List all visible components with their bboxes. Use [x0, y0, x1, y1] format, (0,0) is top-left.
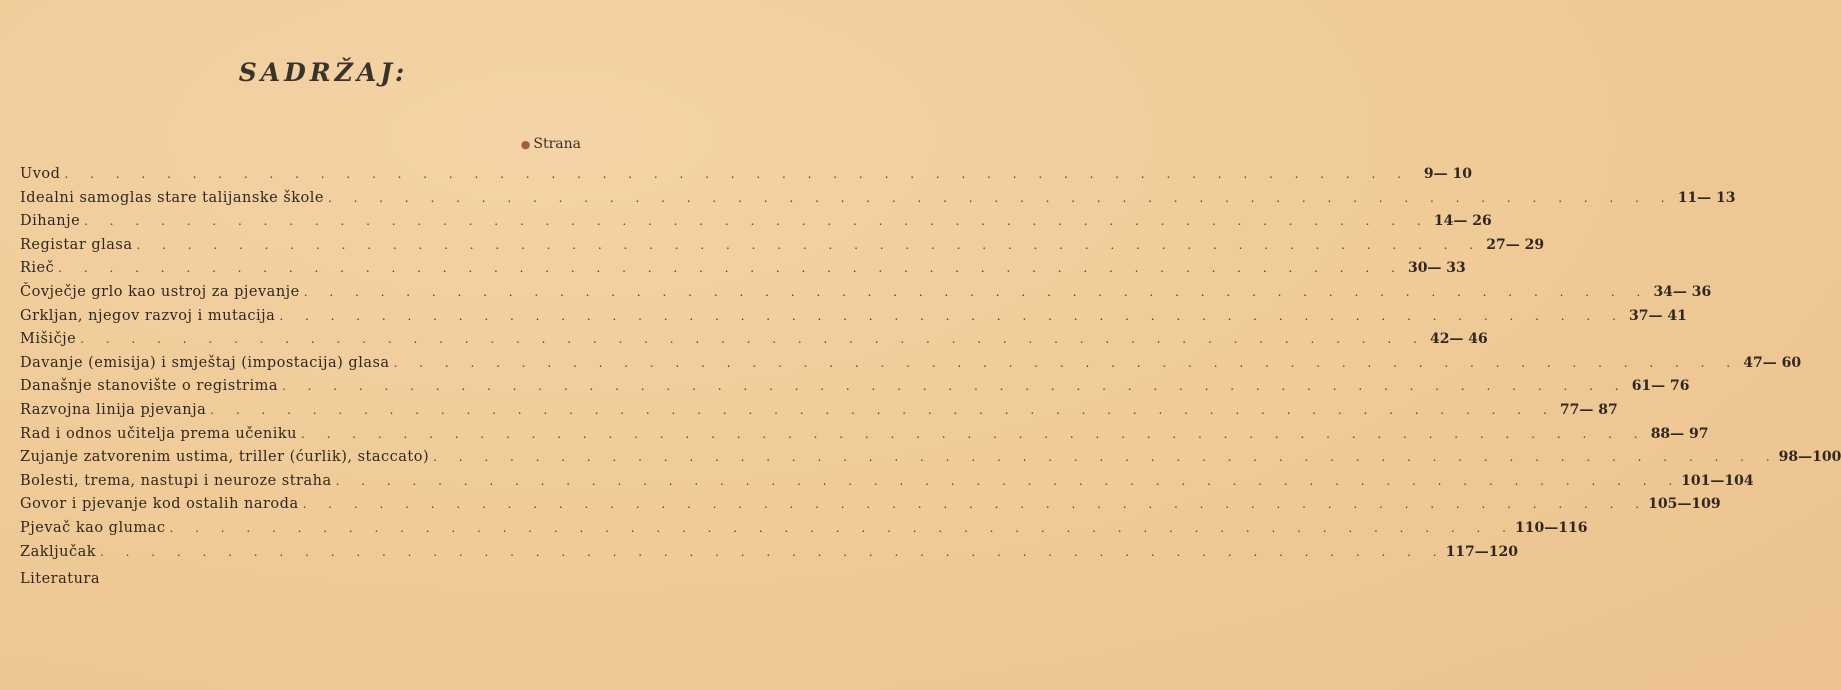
dot-leader: . . . . . . . . . . . . . . . . . . . . . . . . . . . . . . . . . . . . . . . . . . . . . . . . . . . . .: [58, 261, 1404, 276]
toc-entry-pages: 37— 41: [1629, 307, 1687, 324]
dot-leader: . . . . . . . . . . . . . . . . . . . . . . . . . . . . . . . . . . . . . . . . . . . . . . . . . . . . .: [302, 497, 1649, 512]
toc-entry-label: Bolesti, trema, nastupi i neuroze straha: [20, 472, 332, 489]
toc-entry-label: Idealni samoglas stare talijanske škole: [20, 189, 324, 206]
toc-entry-pages: 27— 29: [1486, 236, 1545, 253]
toc-entry-pages: 61— 76: [1631, 378, 1690, 395]
toc-entry-label: Rieč: [20, 260, 55, 277]
toc-entry-pages: 9— 10: [1423, 166, 1472, 182]
toc-entry-label: Davanje (emisija) i smještaj (impostacija) glasa: [20, 354, 390, 371]
dot-leader: . . . . . . . . . . . . . . . . . . . . . . . . . . . . . . . . . . . . . . . . . . . . . . . . . . . . .: [84, 214, 1430, 229]
toc-entry[interactable]: [20, 307, 1687, 332]
toc-entry-pages: 88— 97: [1650, 425, 1709, 442]
toc-entry[interactable]: [20, 425, 1709, 450]
toc-entry[interactable]: [20, 283, 1712, 308]
dot-leader: . . . . . . . . . . . . . . . . . . . . . . . . . . . . . . . . . . . . . . . . . . . . . . . . . . . . .: [301, 426, 1647, 441]
toc-entry-label: Zaključak: [20, 543, 97, 560]
toc-entry-pages: 30— 33: [1407, 260, 1466, 277]
dot-leader: . . . . . . . . . . . . . . . . . . . . . . . . . . . . . . . . . . . . . . . . . . . . . . . . . . . . .: [328, 190, 1674, 205]
dot-leader: . . . . . . . . . . . . . . . . . . . . . . . . . . . . . . . . . . . . . . . . . . . . . . . . . . . . .: [335, 473, 1682, 488]
toc-entry[interactable]: [20, 331, 1488, 355]
toc-entry[interactable]: [20, 236, 1545, 261]
toc-entry-label: Razvojna linija pjevanja: [20, 401, 207, 418]
toc-entry-label: Današnje stanovište o registrima: [20, 378, 278, 395]
toc-entry-label: Registar glasa: [20, 236, 133, 253]
toc-entry-label: Pjevač kao glumac: [20, 519, 166, 536]
table-of-contents: [20, 166, 1841, 595]
dot-leader: . . . . . . . . . . . . . . . . . . . . . . . . . . . . . . . . . . . . . . . . . . . . . . . . . . . . .: [393, 355, 1740, 370]
toc-entry[interactable]: [20, 449, 1841, 473]
toc-entry[interactable]: [20, 378, 1690, 402]
toc-entry[interactable]: [20, 543, 1519, 568]
dot-leader: . . . . . . . . . . . . . . . . . . . . . . . . . . . . . . . . . . . . . . . . . . . . . . . . . . . . .: [64, 167, 1410, 181]
toc-entry-literatura[interactable]: [20, 571, 582, 595]
toc-entry[interactable]: [20, 260, 1466, 284]
toc-entry-label: Dihanje: [20, 213, 81, 230]
toc-entry-pages: 42— 46: [1429, 331, 1488, 348]
toc-entry-label: Čovječje grlo kao ustroj za pjevanje: [20, 283, 300, 300]
toc-entry-pages: 47— 60: [1743, 354, 1802, 371]
toc-entry-label: Grkljan, njegov razvoj i mutacija: [20, 307, 276, 324]
toc-entry[interactable]: [20, 496, 1721, 520]
dot-leader: . . . . . . . . . . . . . . . . . . . . . . . . . . . . . . . . . . . . . . . . . . . . . . . . . . . . .: [136, 237, 1483, 252]
toc-entry-pages: 77— 87: [1559, 401, 1618, 418]
dot-leader: . . . . . . . . . . . . . . . . . . . . . . . . . . . . . . . . . . . . . . . . . . . . . . . . . . . . .: [169, 520, 1515, 535]
toc-entry[interactable]: [20, 401, 1618, 426]
dot-leader: . . . . . . . . . . . . . . . . . . . . . . . . . . . . . . . . . . . . . . . . . . . . . . . . . . . . .: [100, 544, 1446, 559]
toc-entry-pages: 101—104: [1681, 472, 1754, 489]
ink-mark-icon: ●: [520, 138, 531, 151]
dot-leader: . . . . . . . . . . . . . . . . . . . . . . . . . . . . . . . . . . . . . . . . . . . . . . . . . . . . .: [303, 284, 1650, 299]
dot-leader: . . . . . . . . . . . . . . . . . . . . . . . . . . . . . . . . . . . . . . . . . . . . . . . . . . . . .: [282, 379, 1628, 394]
dot-leader: . . . . . . . . . . . . . . . . . . . . . . . . . . . . . . . . . . . . . . . . . . . . . . . . . . . . .: [210, 402, 1556, 417]
toc-entry-pages: 98—100: [1778, 449, 1841, 466]
toc-entry-pages: 117—120: [1445, 543, 1519, 560]
toc-entry-pages: 105—109: [1648, 496, 1721, 513]
toc-entry-label: Rad i odnos učitelja prema učeniku: [20, 425, 297, 442]
toc-entry[interactable]: [20, 354, 1802, 379]
toc-entry-label: Literatura: [20, 571, 100, 588]
toc-entry[interactable]: [20, 213, 1492, 237]
page-column-header: [521, 136, 581, 152]
dot-leader: . . . . . . . . . . . . . . . . . . . . . . . . . . . . . . . . . . . . . . . . . . . . . . . . . . . . .: [433, 450, 1779, 465]
page-column-header-label: Strana: [533, 136, 581, 152]
toc-entry[interactable]: [20, 166, 1472, 190]
toc-entry-label: Mišičje: [20, 331, 77, 348]
toc-entry[interactable]: [20, 472, 1754, 497]
toc-entry-label: Uvod: [20, 166, 61, 182]
toc-entry-label: Zujanje zatvorenim ustima, triller (ćurlik), staccato): [20, 449, 430, 466]
toc-entry-pages: 110—116: [1514, 519, 1588, 536]
toc-entry-pages: 14— 26: [1433, 213, 1492, 230]
toc-entry-pages: 34— 36: [1653, 283, 1712, 300]
dot-leader: . . . . . . . . . . . . . . . . . . . . . . . . . . . . . . . . . . . . . . . . . . . . . . . . . . . . .: [279, 308, 1625, 323]
toc-entry-pages: 11— 13: [1677, 189, 1736, 206]
toc-entry[interactable]: [20, 189, 1736, 214]
toc-entry[interactable]: [20, 519, 1588, 544]
toc-entry-label: Govor i pjevanje kod ostalih naroda: [20, 496, 299, 513]
page-title: SADRŽAJ:: [238, 58, 409, 87]
dot-leader: . . . . . . . . . . . . . . . . . . . . . . . . . . . . . . . . . . . . . . . . . . . . . . . . . . . . .: [80, 332, 1426, 347]
